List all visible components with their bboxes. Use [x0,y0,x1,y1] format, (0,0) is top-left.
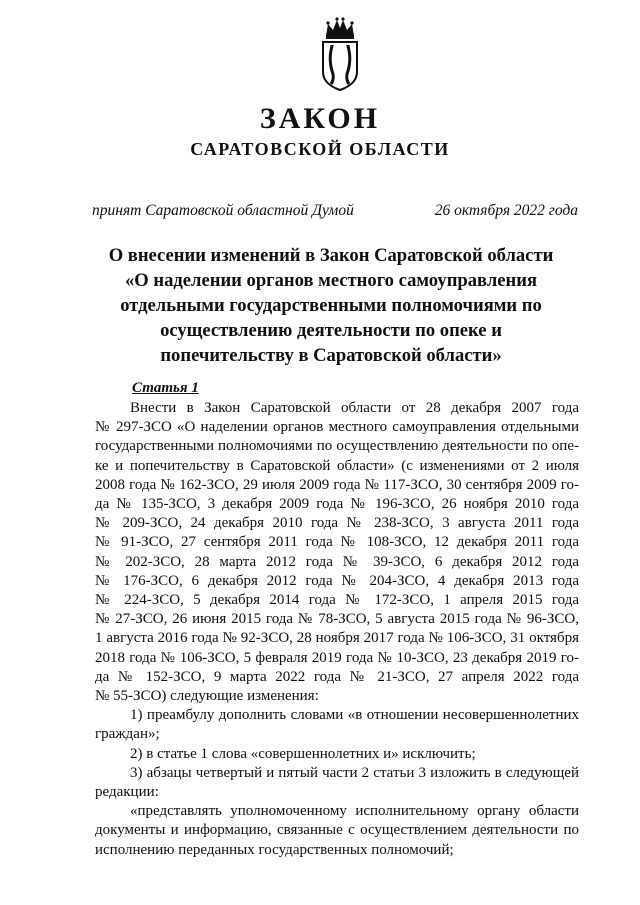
body-line: № 91-ЗСО, 27 сентября 2011 года № 108-ЗСО, 12 декабря 2011 года [95,534,579,551]
article-title: Статья 1 [132,380,199,396]
body-line: документы и информацию, связанные с осуществлением деятельности по [95,822,579,839]
region-title: САРАТОВСКОЙ ОБЛАСТИ [190,139,450,159]
body-line: граждан»; [95,726,160,743]
body-line: № 55-ЗСО) следующие изменения: [95,688,319,705]
heading-line: попечительству в Саратовской области» [160,345,502,366]
heading-line: отдельными государственными полномочиями по [120,295,542,316]
body-line: да № 135-ЗСО, 3 декабря 2009 года № 196-ЗСО, 26 ноября 2010 года [95,496,579,513]
body-line: № 202-ЗСО, 28 марта 2012 года № 39-ЗСО, 6 декабря 2012 года [95,553,579,570]
body-line: № 27-ЗСО, 26 июня 2015 года № 78-ЗСО, 5 августа 2015 года № 96-ЗСО, [95,611,579,628]
body-line: ке и попечительству в Саратовской области» (с изменениями от 2 июля [95,457,579,474]
heading-line: осуществлению деятельности по опеке и [160,320,502,341]
law-title: ЗАКОН [259,102,381,135]
body-line: № 209-ЗСО, 24 декабря 2010 года № 238-ЗСО, 3 августа 2011 года [95,515,579,532]
body-line: да № 152-ЗСО, 9 марта 2022 года № 21-ЗСО, 27 апреля 2022 года [95,668,579,685]
body-line: № 297-ЗСО «О наделении органов местного самоуправления отдельными [95,419,579,436]
body-line: государственными полномочиями по осуществлению деятельности по опе- [95,438,579,455]
body-line: редакции: [95,784,159,801]
body-line: 2008 года № 162-ЗСО, 29 июля 2009 года № 117-ЗСО, 30 сентября 2009 го- [95,476,579,493]
body-line: 1 августа 2016 года № 92-ЗСО, 28 ноября 2017 года № 106-ЗСО, 31 октября [95,630,579,647]
adopted-by: принят Саратовской областной Думой [92,202,354,219]
article-body [95,399,579,860]
body-line: 3) абзацы четвертый и пятый части 2 статьи 3 изложить в следующей [130,764,579,781]
body-line: 1) преамбулу дополнить словами «в отношении несовершеннолетних [130,707,579,724]
body-line: «представлять уполномоченному исполнительному органу области [130,803,579,820]
heading-line: О внесении изменений в Закон Саратовской области [108,245,554,266]
heading-line: «О наделении органов местного самоуправления [124,270,538,291]
adoption-date: 26 октября 2022 года [434,202,578,219]
law-heading [90,243,572,368]
body-line: № 224-ЗСО, 5 декабря 2014 года № 172-ЗСО, 1 апреля 2015 года [95,592,579,609]
body-line: Внести в Закон Саратовской области от 28 декабря 2007 года [130,400,579,416]
body-line: 2018 года № 106-ЗСО, 5 февраля 2019 года № 10-ЗСО, 23 декабря 2019 го- [95,649,579,666]
body-line: 2) в статье 1 слова «совершеннолетних и» исключить; [130,745,476,762]
saratov-coat-of-arms-icon [318,14,362,92]
body-line: № 176-ЗСО, 6 декабря 2012 года № 204-ЗСО, 4 декабря 2013 года [95,572,579,589]
body-line: исполнению переданных государственных полномочий; [95,841,454,858]
